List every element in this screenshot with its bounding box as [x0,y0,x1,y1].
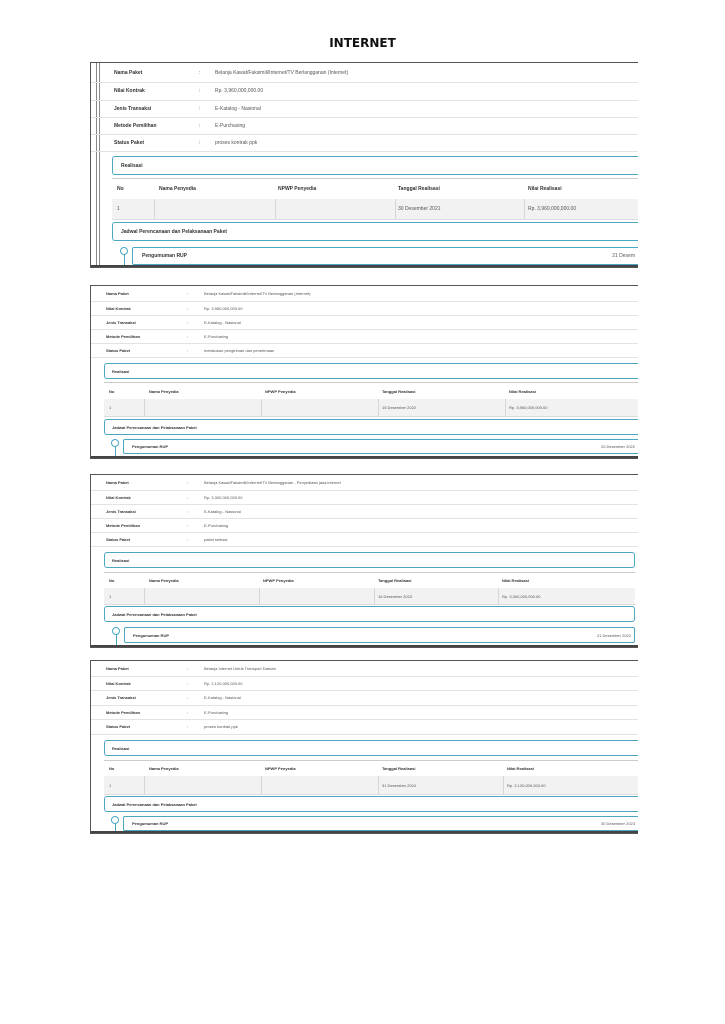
field-value: proses kontrak ppk [215,139,258,146]
field-label: Jenis Transaksi [114,105,152,112]
field-label: Nilai Kontrak [106,680,131,686]
field-label: Nilai Kontrak [106,305,131,311]
table-header-cell: Nilai Realisasi [509,388,536,394]
field-row-status-paket [91,532,638,547]
timeline-date: 21 Desember 2022 [596,632,631,638]
table-header-cell: Nama Penyedia [159,186,196,192]
field-label: Status Paket [106,724,131,729]
field-value: proses kontrak ppk [204,724,238,729]
timeline-label: Pengumuman RUP [133,632,170,638]
column-separator [524,199,525,219]
table-header-cell: NPWP Penyedia [278,186,317,192]
field-colon: : [187,536,189,542]
table-cell: 30 Desember 2021 [398,206,441,212]
field-label: Status Paket [106,536,131,542]
field-colon: : [187,333,189,339]
field-label: Jenis Transaksi [106,695,136,700]
table-header-cell: Nilai Realisasi [528,186,562,192]
field-row-metode-pemilihan [91,329,638,344]
field-row-nama-paket [91,661,638,677]
table-header-cell: Nama Penyedia [149,578,179,583]
field-label: Jenis Transaksi [106,508,136,514]
field-value: E-Katalog - Nasional [215,105,261,112]
field-colon: : [187,666,189,671]
column-separator [261,776,262,794]
field-row-status-paket [91,719,638,735]
field-label: Nama Paket [106,666,129,671]
timeline-item[interactable] [123,439,638,454]
timeline-line [115,823,116,833]
table-row [104,588,635,605]
field-row-status-paket [91,134,638,152]
field-colon: : [187,695,189,700]
timeline-line [116,634,117,646]
page-title: INTERNET [329,36,396,50]
field-value: E-Purchasing [204,709,229,715]
field-colon: : [187,709,189,715]
realisasi-table [104,572,635,604]
realisasi-label: Realisasi [112,368,130,374]
table-header-row [104,383,638,400]
column-separator [378,776,379,794]
table-header-cell: Tanggal Realisasi [382,388,416,394]
field-value: Rp. 3,960,000,000.00 [204,305,243,311]
timeline-item[interactable] [124,627,635,643]
field-colon: : [187,480,189,485]
table-header-cell: Nama Penyedia [149,388,179,394]
field-row-jenis-transaksi [91,315,638,330]
field-row-nilai-kontrak [91,490,638,505]
field-row-metode-pemilihan [91,518,638,533]
timeline-line [115,446,116,458]
table-cell: 16 Desember 2023 [378,593,413,599]
table-cell: Rp. 3,960,000,000.00 [509,405,548,410]
timeline-item[interactable] [123,816,638,831]
field-row-nilai-kontrak [91,676,638,691]
table-row [104,399,638,417]
table-header-cell: Nilai Realisasi [502,578,529,583]
field-label: Nama Paket [106,291,129,296]
column-separator [154,199,155,219]
field-value: Belanja Kawat/Faksimili/Internet/TV Berlangganan (Internet) [215,69,349,76]
timeline-item[interactable] [132,247,638,265]
field-value: E-Purchasing [215,122,246,129]
field-label: Jenis Transaksi [106,319,136,325]
field-colon: : [187,347,189,353]
field-colon: : [187,508,189,514]
timeline-label: Pengumuman RUP [142,253,188,259]
field-colon: : [187,522,189,528]
timeline-label: Pengumuman RUP [132,444,169,449]
jadwal-section-header[interactable] [104,606,635,622]
timeline-dot-icon [111,816,119,824]
table-header-cell: No [109,578,115,583]
field-colon: : [199,139,201,146]
realisasi-label: Realisasi [112,745,130,751]
table-header-cell: No [117,186,124,192]
table-header-cell: NPWP Penyedia [263,578,294,583]
field-row-jenis-transaksi [91,690,638,706]
package-panel-1 [90,62,638,268]
field-row-nilai-kontrak [91,301,638,316]
table-header-cell: Nilai Realisasi [507,766,534,771]
jadwal-section-header[interactable] [112,222,638,241]
field-value: Rp. 2,120,000,000.00 [204,680,243,686]
jadwal-section-header[interactable] [104,796,638,812]
column-separator [259,588,260,604]
table-header-cell: NPWP Penyedia [265,766,296,771]
field-row-nama-paket [91,475,638,491]
realisasi-table [104,760,638,794]
field-colon: : [187,724,189,729]
field-value: paket selesai [204,536,228,542]
field-row-jenis-transaksi [91,100,638,118]
realisasi-table [112,178,638,219]
field-row-jenis-transaksi [91,504,638,519]
field-label: Status Paket [114,139,145,146]
realisasi-section-header[interactable] [104,363,638,379]
field-colon: : [187,291,189,296]
field-value: Rp. 3,300,000,000.00 [204,494,243,500]
field-value: E-Purchasing [204,522,229,528]
table-cell: 15 Desember 2022 [382,405,417,410]
field-label: Metode Pemilihan [114,122,157,129]
package-panel-2 [90,285,638,459]
table-header-row [104,573,635,589]
field-value: Belanja Kawat/Faksimili/Internet/TV Berlangganan - Penyediaan jasa internet [204,480,341,485]
table-cell: 1 [109,405,112,410]
table-cell: 1 [109,782,112,788]
field-colon: : [199,105,201,112]
timeline-dot-icon [120,247,128,255]
jadwal-label: Jadwal Perencanaan dan Pelaksanaan Paket [112,611,197,617]
realisasi-section-header[interactable] [112,156,638,175]
table-header-cell: Nama Penyedia [149,766,179,771]
field-label: Metode Pemilihan [106,333,141,339]
table-header-cell: Tanggal Realisasi [398,186,440,192]
field-value: Belanja Kawat/Faksimili/Internet/TV Berlangganan (Internet) [204,291,311,296]
field-value: E-Katalog - Nasional [204,695,241,700]
field-row-status-paket [91,343,638,358]
column-separator [144,588,145,604]
field-colon: : [187,494,189,500]
table-header-cell: NPWP Penyedia [265,388,296,394]
column-separator [374,588,375,604]
table-cell: 1 [109,593,112,599]
table-header-cell: No [109,766,115,771]
table-cell: Rp. 3,300,000,000.00 [502,593,541,599]
column-separator [505,399,506,416]
jadwal-label: Jadwal Perencanaan dan Pelaksanaan Paket [112,801,197,807]
timeline-date: 20 Desember 2022 [600,444,635,449]
realisasi-table [104,382,638,416]
timeline-dot-icon [111,439,119,447]
field-value: Belanja Internet Untuk Transport Daerah [204,666,276,671]
realisasi-section-header[interactable] [104,552,635,568]
field-row-metode-pemilihan [91,117,638,135]
field-label: Nama Paket [106,480,129,485]
field-colon: : [199,122,201,129]
field-value: Rp. 3,960,000,000.00 [215,88,264,94]
column-separator [275,199,276,219]
field-label: Nilai Kontrak [114,88,145,94]
field-label: Status Paket [106,347,131,353]
timeline-date: 21 Desem [612,253,635,259]
table-header-row [112,179,638,200]
realisasi-section-header[interactable] [104,740,638,756]
table-cell: 31 Desember 2024 [382,782,417,788]
column-separator [144,399,145,416]
timeline-label: Pengumuman RUP [132,821,169,826]
table-header-row [104,761,638,777]
field-label: Metode Pemilihan [106,709,141,715]
table-row [104,776,638,795]
jadwal-label: Jadwal Perencanaan dan Pelaksanaan Paket [121,228,227,235]
field-row-nilai-kontrak [91,82,638,101]
column-separator [395,199,396,219]
field-colon: : [199,88,201,94]
timeline-line [124,255,125,267]
realisasi-label: Realisasi [112,557,130,563]
field-value: melakukan pengiriman dan penerimaan [204,347,275,353]
field-colon: : [199,69,201,76]
table-cell: 1 [117,206,120,212]
table-header-cell: Tanggal Realisasi [378,578,412,583]
table-row [112,199,638,220]
jadwal-label: Jadwal Perencanaan dan Pelaksanaan Paket [112,424,197,430]
timeline-dot-icon [112,627,120,635]
field-label: Metode Pemilihan [106,522,141,528]
realisasi-label: Realisasi [121,162,143,169]
table-cell: Rp. 3,960,000,000.00 [528,206,577,212]
timeline-date: 30 Desember 2023 [600,821,635,826]
field-row-nama-paket [91,63,638,83]
table-header-cell: Tanggal Realisasi [382,766,416,771]
field-row-metode-pemilihan [91,705,638,720]
field-label: Nama Paket [114,69,143,76]
field-row-nama-paket [91,286,638,302]
jadwal-section-header[interactable] [104,419,638,435]
field-colon: : [187,305,189,311]
package-panel-3 [90,474,638,648]
column-separator [498,588,499,604]
field-value: E-Purchasing [204,333,229,339]
column-separator [261,399,262,416]
field-value: E-Katalog - Nasional [204,508,241,514]
field-value: E-Katalog - Nasional [204,319,241,325]
field-colon: : [187,680,189,686]
field-colon: : [187,319,189,325]
table-header-cell: No [109,388,115,394]
field-label: Nilai Kontrak [106,494,131,500]
column-separator [144,776,145,794]
package-panel-4 [90,660,638,834]
table-cell: Rp. 2,120,000,000.00 [507,782,546,788]
column-separator [378,399,379,416]
column-separator [503,776,504,794]
